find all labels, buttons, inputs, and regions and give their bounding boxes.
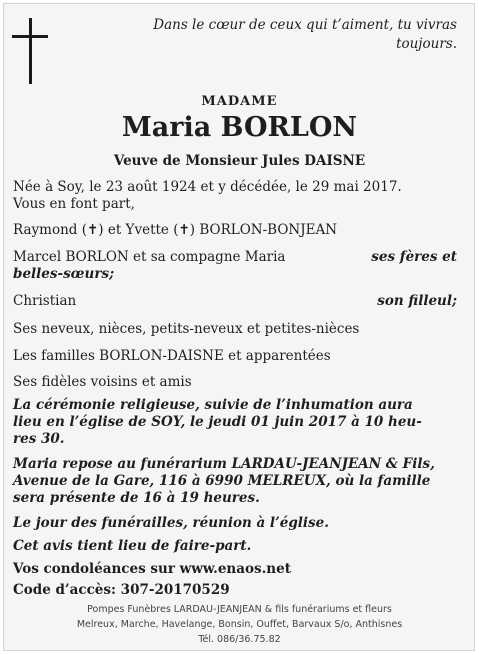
funeral-home-line-2: Avenue de la Gare, 116 à 6990 MELREUX, où la famille	[13, 473, 431, 489]
family-raymond: Raymond (✝) et Yvette (✝) BORLON-BONJEAN	[13, 222, 338, 238]
family-voisins: Ses fidèles voisins et amis	[13, 374, 192, 390]
family-christian	[13, 293, 457, 310]
quote-line-2: toujours.	[396, 36, 457, 52]
quote-line-1: Dans le cœur de ceux qui t’aiment, tu vivras	[153, 17, 457, 33]
notice-text: Cet avis tient lieu de faire-part.	[13, 538, 252, 554]
widow-subtitle: Veuve de Monsieur Jules DAISNE	[113, 153, 366, 169]
family-marcel-role-2: belles-sœurs;	[13, 266, 115, 282]
ceremony-text	[13, 397, 459, 448]
cross-icon	[12, 18, 48, 84]
condolences-text: Vos condoléances sur www.enaos.net	[13, 561, 291, 577]
funeral-home-text	[13, 456, 459, 507]
funeral-day-text: Le jour des funérailles, réunion à l’église.	[13, 515, 329, 531]
footer	[0, 602, 479, 647]
deceased-name: Maria BORLON	[121, 112, 358, 143]
footer-line-1: Pompes Funèbres LARDAU-JEANJEAN & fils funérariums et fleurs	[87, 604, 392, 615]
footer-line-3: Tél. 086/36.75.82	[198, 634, 281, 645]
birth-line-1: Née à Soy, le 23 août 1924 et y décédée, le 29 mai 2017.	[13, 179, 402, 195]
access-code-text: Code d’accès: 307-20170529	[13, 582, 230, 598]
birth-death-text	[13, 179, 459, 213]
family-marcel-text: Marcel BORLON et sa compagne Maria	[13, 249, 286, 265]
title-prefix: MADAME	[201, 94, 278, 109]
birth-line-2: Vous en font part,	[13, 196, 135, 212]
family-marcel-role: ses fères et	[371, 249, 457, 265]
epigraph-quote	[127, 16, 457, 54]
family-christian-role: son filleul;	[377, 293, 457, 309]
ceremony-line-2: lieu en l’église de SOY, le jeudi 01 juin 2017 à 10 heu-	[13, 414, 422, 430]
footer-line-2: Melreux, Marche, Havelange, Bonsin, Ouffet, Barvaux S/o, Anthisnes	[76, 619, 403, 630]
family-neveux: Ses neveux, nièces, petits-neveux et petites-nièces	[13, 321, 360, 337]
family-christian-text: Christian	[13, 293, 77, 309]
ceremony-line-1: La cérémonie religieuse, suivie de l’inhumation aura	[13, 397, 413, 413]
ceremony-line-3: res 30.	[13, 431, 65, 447]
family-marcel	[13, 249, 457, 283]
funeral-home-line-3: sera présente de 16 à 19 heures.	[13, 490, 260, 506]
funeral-home-line-1: Maria repose au funérarium LARDAU-JEANJEAN & Fils,	[13, 456, 435, 472]
family-familles: Les familles BORLON-DAISNE et apparentées	[13, 348, 331, 364]
